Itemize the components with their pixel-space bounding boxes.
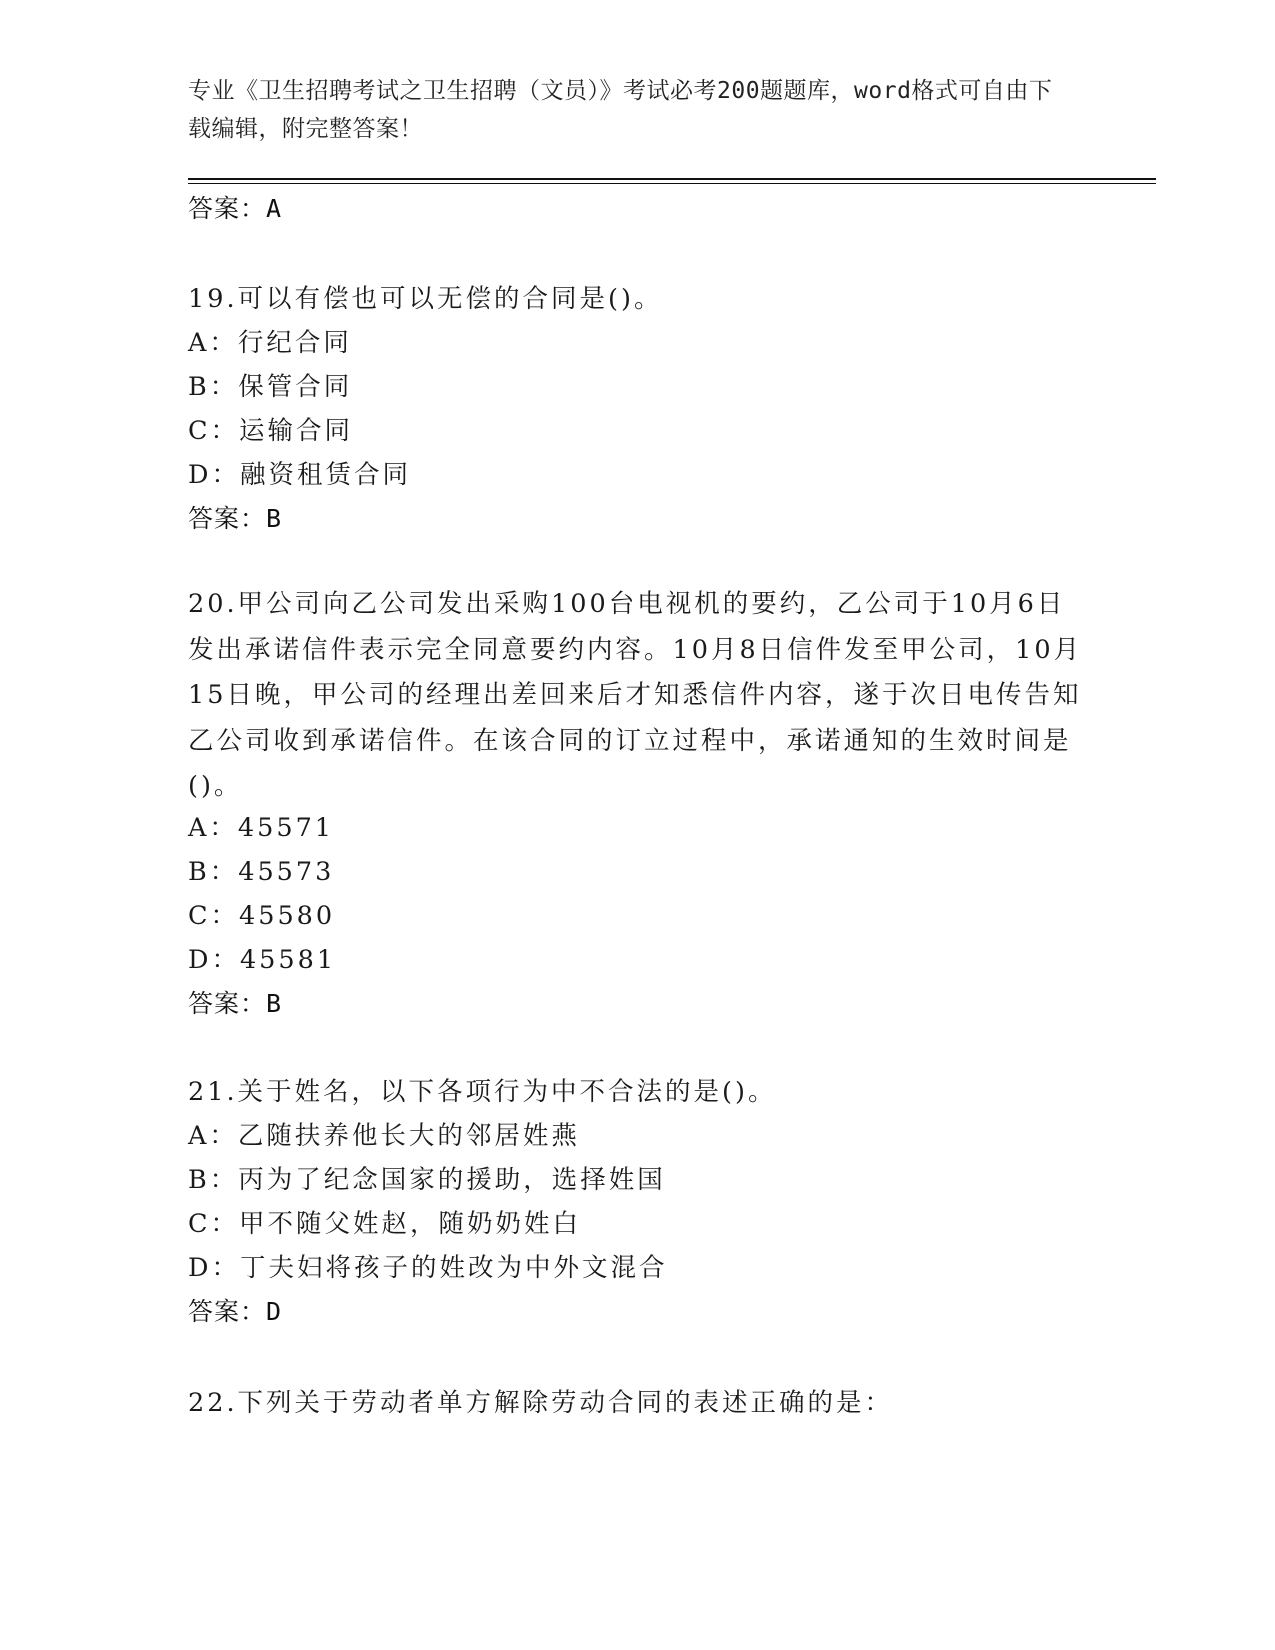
question-22-stem: 22.下列关于劳动者单方解除劳动合同的表述正确的是：: [188, 1388, 894, 1418]
question-21-stem: 21.关于姓名，以下各项行为中不合法的是()。: [188, 1077, 777, 1107]
question-19-stem: 19.可以有偿也可以无偿的合同是()。: [188, 284, 663, 314]
question-19-option-d: D：融资租赁合同: [188, 460, 411, 490]
question-20-answer: 答案：B: [188, 989, 283, 1018]
question-20-option-d: D：45581: [188, 945, 337, 975]
question-21-option-c: C：甲不随父姓赵，随奶奶姓白: [188, 1209, 582, 1239]
question-21-option-a: A：乙随扶养他长大的邻居姓燕: [188, 1121, 580, 1151]
question-19-option-c: C：运输合同: [188, 416, 354, 446]
question-19-option-b: B：保管合同: [188, 372, 353, 402]
question-21-option-b: B：丙为了纪念国家的援助，选择姓国: [188, 1165, 666, 1195]
previous-answer: 答案：A: [188, 194, 283, 223]
question-20-option-a: A：45571: [188, 813, 335, 843]
header-divider-thin: [188, 183, 1156, 184]
question-21-option-d: D：丁夫妇将孩子的姓改为中外文混合: [188, 1253, 668, 1283]
question-21-answer: 答案：D: [188, 1297, 283, 1326]
question-19-option-a: A：行纪合同: [188, 328, 352, 358]
question-19-answer: 答案：B: [188, 504, 283, 533]
question-20-option-c: C：45580: [188, 901, 336, 931]
document-header: 专业《卫生招聘考试之卫生招聘（文员）》考试必考200题题库，word格式可自由下载编辑，附完整答案！: [188, 78, 1053, 142]
question-20-stem: 20.甲公司向乙公司发出采购100台电视机的要约，乙公司于10月6日发出承诺信件表示完全同意要约内容。10月8日信件发至甲公司，10月15日晚，甲公司的经理出差回来后才知悉信件内容，遂于次日电传告知乙公司收到承诺信件。在该合同的订立过程中，承诺通知的生效时间是()。: [188, 589, 1083, 801]
header-divider: [188, 178, 1156, 180]
question-20-option-b: B：45573: [188, 857, 335, 887]
